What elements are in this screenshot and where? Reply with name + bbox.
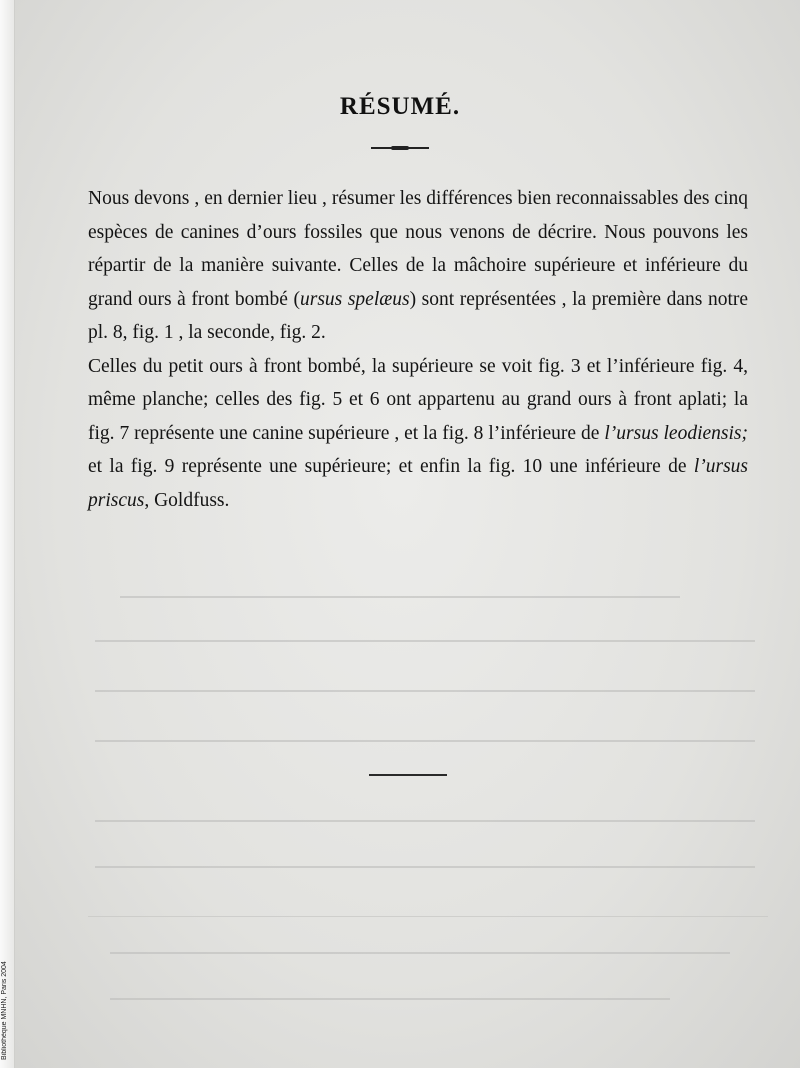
paragraph-2-text-a: Celles du petit ours à front bombé, la supérieure se voit fig. 3 et l’inférieure fig. 4, même planche; celles des fig. 5 et 6 ont appartenu au grand ours à front aplati; la fig. 7 représente une canine supérieure , et la fig. 8 l’inférieure de xyxy=(88,355,748,444)
bleed-through-rule xyxy=(95,740,755,742)
end-rule xyxy=(369,774,447,776)
body-text xyxy=(88,182,748,517)
paragraph-1-text-b: ) sont représentées , la première dans notre pl. 8, fig. 1 , la seconde, fig. 2. xyxy=(88,288,749,343)
paragraph-1 xyxy=(88,182,748,350)
paragraph-2-text-c: , Goldfuss. xyxy=(144,489,230,511)
title-ornament-rule xyxy=(371,147,429,149)
species-name-leodiensis: l’ursus leodiensis; xyxy=(604,422,748,444)
library-credit: Bibliothèque MNHN, Paris 2004 xyxy=(1,961,8,1060)
bleed-through-rule xyxy=(95,820,755,822)
bleed-through-rule xyxy=(110,952,730,954)
paragraph-1-text-a: Nous devons , en dernier lieu , résumer les différences bien reconnaissables des cinq espèces de canines d’ours fossiles que nous venons de décrire. Nous pouvons les répartir de la manière suivante. Celles de la mâchoire supérieure et inférieure du grand ours à front bombé ( xyxy=(88,188,748,310)
paragraph-2-text-b: et la fig. 9 représente une supérieure; et enfin la fig. 10 une inférieure de xyxy=(88,456,694,477)
species-name-spelaeus: ursus spelæus xyxy=(299,288,410,310)
page-binding-edge xyxy=(0,0,15,1068)
bleed-through-rule xyxy=(110,998,670,1000)
footnote-rule-bleed xyxy=(88,916,768,917)
bleed-through-rule xyxy=(95,866,755,868)
species-name-priscus: l’ursus priscus xyxy=(88,456,748,511)
bleed-through-rule xyxy=(95,690,755,692)
paragraph-2 xyxy=(88,350,748,518)
bleed-through-rule xyxy=(95,640,755,642)
bleed-through-rule xyxy=(120,596,680,598)
page-title: RÉSUMÉ. xyxy=(339,92,461,120)
